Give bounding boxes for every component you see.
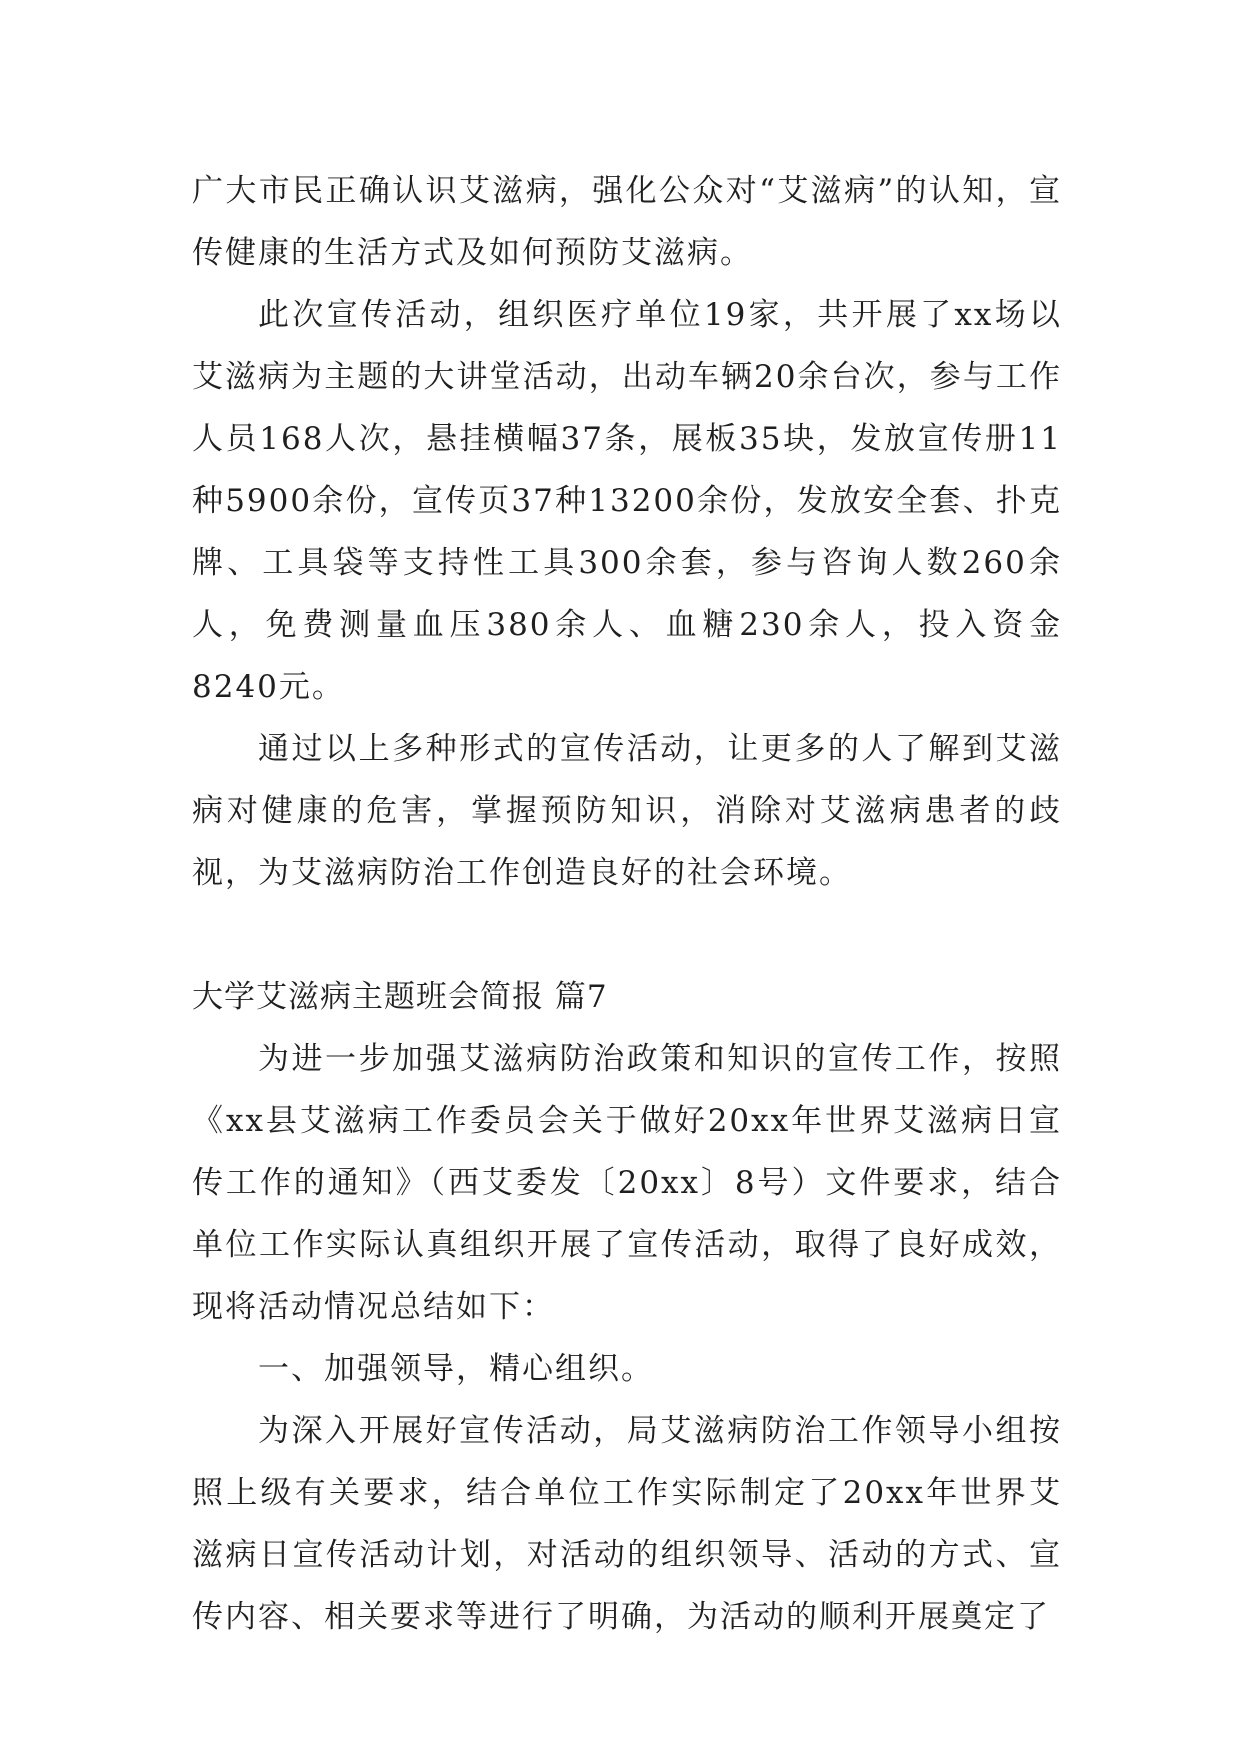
paragraph-activity-summary: 通过以上多种形式的宣传活动，让更多的人了解到艾滋病对健康的危害，掌握预防知识，消除对艾滋病患者的歧视，为艾滋病防治工作创造良好的社会环境。 <box>192 731 1062 891</box>
paragraph-heading-one: 一、加强领导，精心组织。 <box>258 1351 654 1387</box>
paragraph-leadership: 为深入开展好宣传活动，局艾滋病防治工作领导小组按照上级有关要求，结合单位工作实际制定了20xx年世界艾滋病日宣传活动计划，对活动的组织领导、活动的方式、宣传内容、相关要求等进行了明确，为活动的顺利开展奠定了 <box>192 1413 1062 1635</box>
paragraph-continuation: 广大市民正确认识艾滋病，强化公众对“艾滋病”的认知，宣传健康的生活方式及如何预防艾滋病。 <box>192 173 1062 271</box>
section-title: 大学艾滋病主题班会简报 篇7 <box>192 979 608 1015</box>
paragraph-activity-stats: 此次宣传活动，组织医疗单位19家，共开展了xx场以艾滋病为主题的大讲堂活动，出动车辆20余台次，参与工作人员168人次，悬挂横幅37条，展板35块，发放宣传册11种5900余份，宣传页37种13200余份，发放安全套、扑克牌、工具袋等支持性工具300余套，参与咨询人数260余人，免费测量血压380余人、血糖230余人，投入资金8240元。 <box>192 297 1062 705</box>
paragraph-intro: 为进一步加强艾滋病防治政策和知识的宣传工作，按照《xx县艾滋病工作委员会关于做好20xx年世界艾滋病日宣传工作的通知》（西艾委发〔20xx〕8号）文件要求，结合单位工作实际认真组织开展了宣传活动，取得了良好成效，现将活动情况总结如下： <box>192 1041 1062 1325</box>
document-body <box>192 160 1062 1648</box>
